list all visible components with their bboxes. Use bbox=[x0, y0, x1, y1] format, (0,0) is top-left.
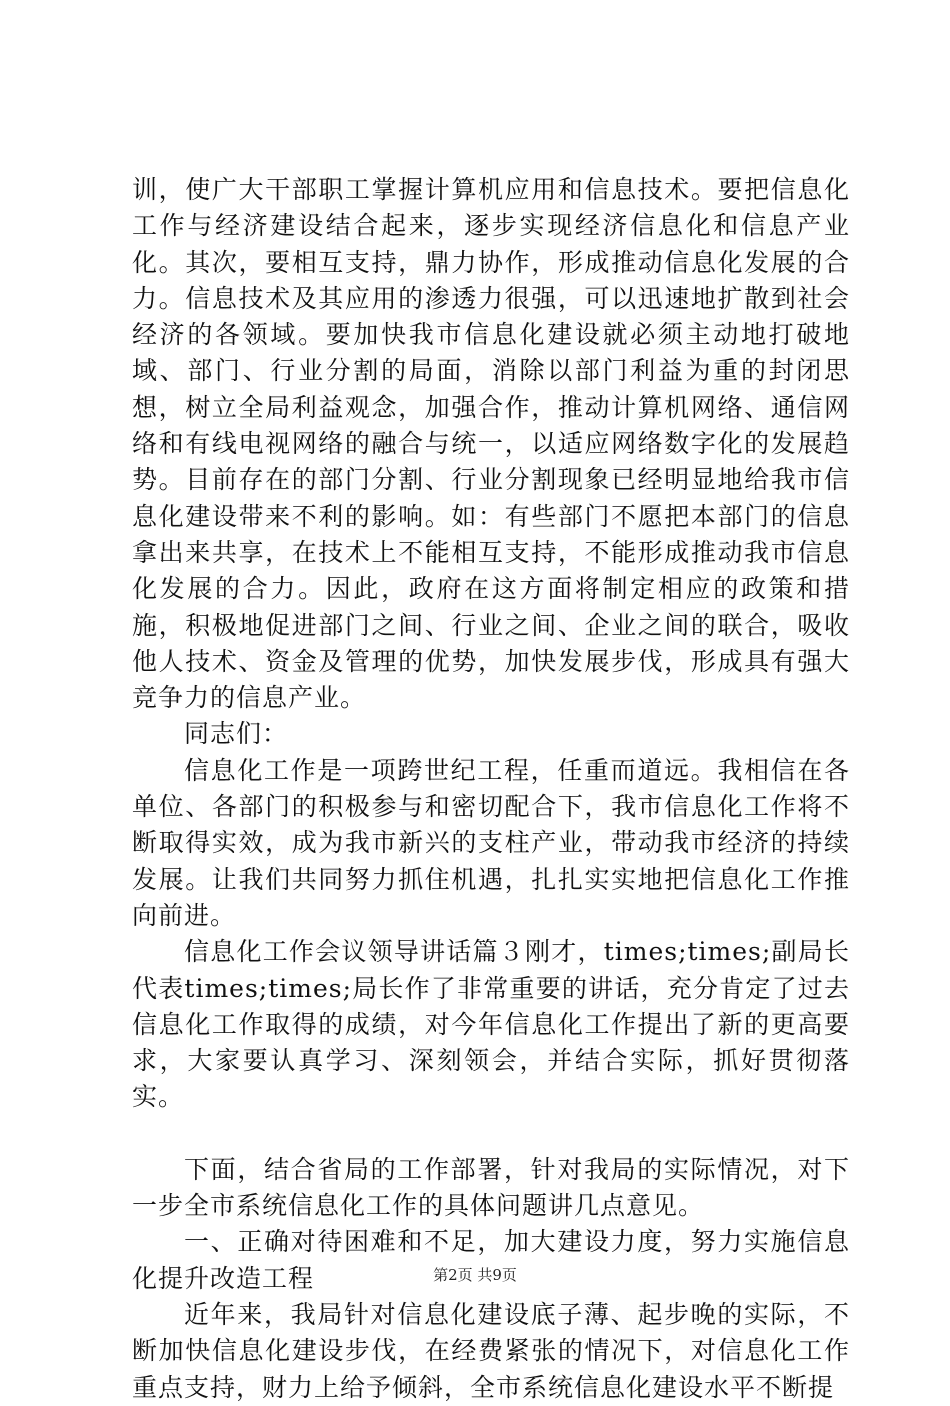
paragraph-gap bbox=[132, 1116, 850, 1152]
paragraph-4: 信息化工作会议领导讲话篇３刚才，times;times;副局长代表times;times;局长作了非常重要的讲话，充分肯定了过去信息化工作取得的成绩，对今年信息化工作提出了新的更高要求，大家要认真学习、深刻领会，并结合实际，抓好贯彻落实。 bbox=[132, 937, 850, 1112]
paragraph-6: 近年来，我局针对信息化建设底子薄、起步晚的实际，不断加快信息化建设步伐，在经费紧张的情况下，对信息化工作重点支持，财力上给予倾斜，全市系统信息化建设水平不断提 bbox=[132, 1299, 850, 1402]
section-heading: 一、正确对待困难和不足，加大建设力度，努力实施信息化提升改造工程 bbox=[132, 1227, 850, 1293]
paragraph-1: 训，使广大干部职工掌握计算机应用和信息技术。要把信息化工作与经济建设结合起来，逐步实现经济信息化和信息产业化。其次，要相互支持，鼎力协作，形成推动信息化发展的合力。信息技术及其应用的渗透力很强，可以迅速地扩散到社会经济的各领域。要加快我市信息化建设就必须主动地打破地域、部门、行业分割的局面，消除以部门利益为重的封闭思想，树立全局利益观念，加强合作，推动计算机网络、通信网络和有线电视网络的融合与统一，以适应网络数字化的发展趋势。目前存在的部门分割、行业分割现象已经明显地给我市信息化建设带来不利的影响。如：有些部门不愿把本部门的信息拿出来共享，在技术上不能相互支持，不能形成推动我市信息化发展的合力。因此，政府在这方面将制定相应的政策和措施，积极地促进部门之间、行业之间、企业之间的联合，吸收他人技术、资金及管理的优势，加快发展步伐，形成具有强大竞争力的信息产业。 bbox=[132, 175, 850, 713]
paragraph-2: 同志们： bbox=[184, 719, 289, 749]
page-footer: 第2页 共9页 bbox=[433, 1266, 517, 1284]
document-body bbox=[132, 172, 850, 1406]
paragraph-3: 信息化工作是一项跨世纪工程，任重而道远。我相信在各单位、各部门的积极参与和密切配合下，我市信息化工作将不断取得实效，成为我市新兴的支柱产业，带动我市经济的持续发展。让我们共同努力抓住机遇，扎扎实实地把信息化工作推向前进。 bbox=[132, 755, 850, 930]
paragraph-5: 下面，结合省局的工作部署，针对我局的实际情况，对下一步全市系统信息化工作的具体问题讲几点意见。 bbox=[132, 1154, 850, 1221]
